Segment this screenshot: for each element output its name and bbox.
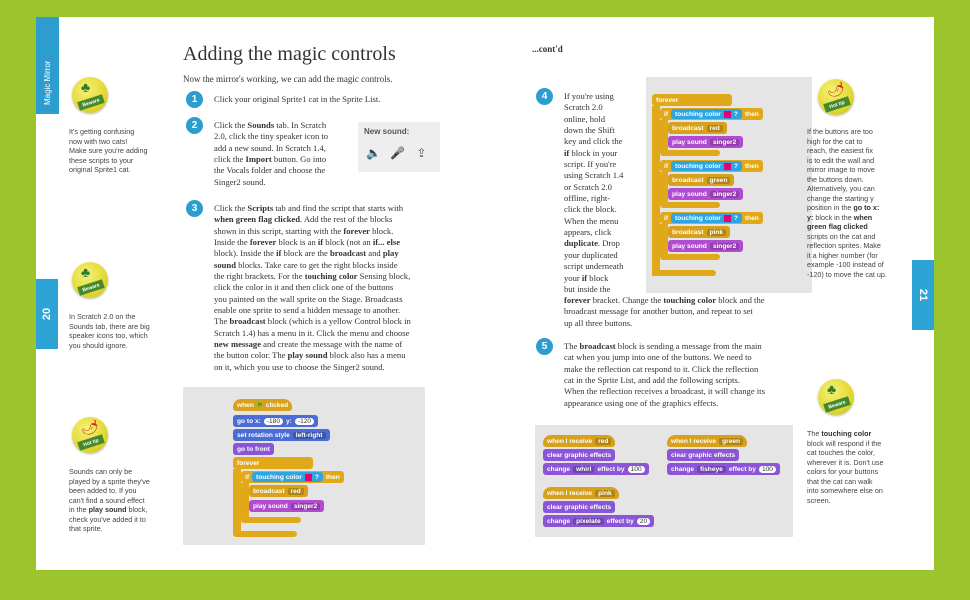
new-sound-panel — [358, 122, 440, 172]
play-sound-block[interactable]: play sound singer2 — [668, 188, 743, 200]
clear-graphic-effects-block[interactable]: clear graphic effects — [543, 449, 615, 461]
side-tab-label: Magic Mirror — [43, 60, 52, 105]
hot-tip-2: If the buttons are too high for the cat to reach, the easiest fix is to edit the wall and mirror image to move the buttons down. Alternatively, you can change the starting y position in the go to x: y: block in the when green flag clicked scripts on the cat and reflection sprites. Make it a higher number (for example -100 instead of -120) to move the cat up. — [807, 127, 887, 279]
broadcast-block[interactable]: broadcast red — [249, 485, 308, 497]
when-i-receive-block[interactable]: when I receive red — [543, 435, 615, 447]
color-swatch[interactable] — [724, 111, 731, 118]
step-4-text-cont: forever bracket. Change the touching color block and the broadcast message for another button, and repeat to set up all three buttons. — [564, 295, 765, 328]
broadcast-block[interactable]: broadcast pink — [668, 226, 730, 238]
clear-graphic-effects-block[interactable]: clear graphic effects — [543, 501, 615, 513]
microphone-icon[interactable]: 🎤 — [390, 146, 405, 160]
book-spread — [36, 17, 934, 570]
chili-icon: 🌶 — [81, 421, 99, 436]
go-to-xy-block[interactable]: go to x: -180 y: -120 — [233, 415, 318, 427]
broccoli-icon: ♣ — [81, 81, 91, 96]
step-2-text: Click the Sounds tab. In Scratch 2.0, click the tiny speaker icon to add a new sound. In Scratch 1.4, click the Import button. Go into the Vocals folder and choose the Singer2 sound. — [214, 120, 329, 187]
if-touching-color-block[interactable]: if touching color ? then — [660, 160, 763, 172]
step-1-text: Click your original Sprite1 cat in the Sprite List. — [214, 94, 381, 104]
step-number-4: 4 — [536, 88, 553, 105]
step-number-5: 5 — [536, 338, 553, 355]
step-number-1: 1 — [186, 91, 203, 108]
hot-tip-1: Sounds can only be played by a sprite they've been added to. If you can't find a sound effect in the play sound block, check you've added it to that sprite. — [69, 467, 150, 533]
change-effect-block[interactable]: change fisheye effect by 100 — [667, 463, 780, 475]
broccoli-icon: ♣ — [827, 383, 837, 398]
forever-end — [233, 531, 297, 537]
beware-tip-3: The touching color block will respond if the cat touches the color, wherever it is. Don't use colors for your buttons that the cat can walk into somewhere else on screen. — [807, 429, 884, 505]
if-touching-color-block[interactable]: if touching color ? then — [660, 212, 763, 224]
beware-badge: ♣ Beware — [818, 379, 854, 415]
set-rotation-style-block[interactable]: set rotation style left-right — [233, 429, 330, 441]
broccoli-icon: ♣ — [81, 266, 91, 281]
color-swatch[interactable] — [724, 163, 731, 170]
play-sound-block[interactable]: play sound singer2 — [668, 136, 743, 148]
broadcast-block[interactable]: broadcast green — [668, 174, 734, 186]
color-swatch[interactable] — [724, 215, 731, 222]
broadcast-block[interactable]: broadcast red — [668, 122, 727, 134]
color-swatch[interactable] — [305, 474, 312, 481]
step-number-3: 3 — [186, 200, 203, 217]
import-icon[interactable]: ⇪ — [416, 146, 427, 160]
step-number-2: 2 — [186, 117, 203, 134]
when-i-receive-block[interactable]: when I receive green — [667, 435, 747, 447]
step-4-text: If you're using Scratch 2.0 online, hold down the Shift key and click the if block in your script. If you're using Scratch 1.4 or Scratch 2.0 offline, right- click the block. When the menu appears, click duplicate. Drop your duplicated script underneath your if block but inside the — [564, 91, 624, 294]
step-5-text: The broadcast block is sending a message from the main cat when you jump into one of the buttons. We need to make the reflection cat respond to it. Click the reflection cat in the Sprite List, and add the following scripts. When the reflection receives a broadcast, it will change its appearance using one of the graphics effects. — [564, 341, 765, 408]
speaker-icon[interactable]: 🔈 — [366, 146, 381, 160]
if-bracket — [241, 483, 249, 519]
forever-bracket — [652, 106, 660, 276]
page-number-left: 20 — [36, 279, 58, 349]
chili-icon: 🌶 — [827, 83, 845, 98]
continued-label: ...cont'd — [532, 44, 563, 54]
beware-tip-2: In Scratch 2.0 on the Sounds tab, there are big speaker icons too, which you should ignore. — [69, 312, 150, 350]
forever-bracket — [233, 469, 241, 535]
change-effect-block[interactable]: change whirl effect by 100 — [543, 463, 649, 475]
beware-tip-1: It's getting confusing now with two cats! Make sure you're adding these scripts to your original Sprite1 cat. — [69, 127, 148, 174]
green-flag-script-panel — [183, 387, 425, 545]
forever-block[interactable]: forever — [233, 457, 313, 469]
if-touching-color-block[interactable]: if touching color ? then — [660, 108, 763, 120]
side-tab — [36, 17, 59, 114]
go-to-front-block[interactable]: go to front — [233, 443, 274, 455]
hot-tip-badge: 🌶 Hot tip — [72, 417, 108, 453]
forever-block[interactable]: forever — [652, 94, 732, 106]
beware-badge: ♣ Beware — [72, 262, 108, 298]
change-effect-block[interactable]: change pixelate effect by 20 — [543, 515, 654, 527]
right-page — [485, 17, 934, 570]
clear-graphic-effects-block[interactable]: clear graphic effects — [667, 449, 739, 461]
play-sound-block[interactable]: play sound singer2 — [668, 240, 743, 252]
left-page — [36, 17, 485, 570]
receive-scripts-panel — [535, 425, 793, 537]
if-touching-color-block[interactable]: if touching color ? then — [241, 471, 344, 483]
page-title: Adding the magic controls — [183, 43, 396, 65]
when-i-receive-block[interactable]: when I receive pink — [543, 487, 619, 499]
when-flag-clicked-block[interactable]: when ⚑ clicked — [233, 399, 292, 411]
step-3-text: Click the Scripts tab and find the script that starts with when green flag clicked. Add the rest of the blocks shown in this script, starting with the forever block. Inside the forever block is an if block (not an if... else block). Inside the if block are the broadcast and play sound blocks. Take care to get the right blocks inside the right brackets. For the touching color Sensing block, click the color in it and then click one of the buttons you painted on the wall sprite on the Stage. Broadcasts enable one sprite to send a hidden message to another. The broadcast block (which is a yellow Control block in Scratch 1.4) has a menu in it. Click the menu and choose new message and create the message with the name of the button color. The play sound block also has a menu on it, which you use to choose the Singer2 sound. — [214, 203, 411, 372]
touching-color-block[interactable]: touching color ? — [252, 472, 323, 482]
if-end — [241, 517, 301, 523]
duplicated-if-script-panel — [646, 77, 812, 293]
page-number-right: 21 — [912, 260, 934, 330]
green-flag-icon: ⚑ — [256, 402, 263, 409]
forever-end — [652, 270, 716, 276]
play-sound-block[interactable]: play sound singer2 — [249, 500, 324, 512]
hot-tip-badge: 🌶 Hot tip — [818, 79, 854, 115]
intro-text: Now the mirror's working, we can add the magic controls. — [183, 74, 393, 84]
beware-badge: ♣ Beware — [72, 77, 108, 113]
new-sound-label: New sound: — [364, 127, 410, 136]
